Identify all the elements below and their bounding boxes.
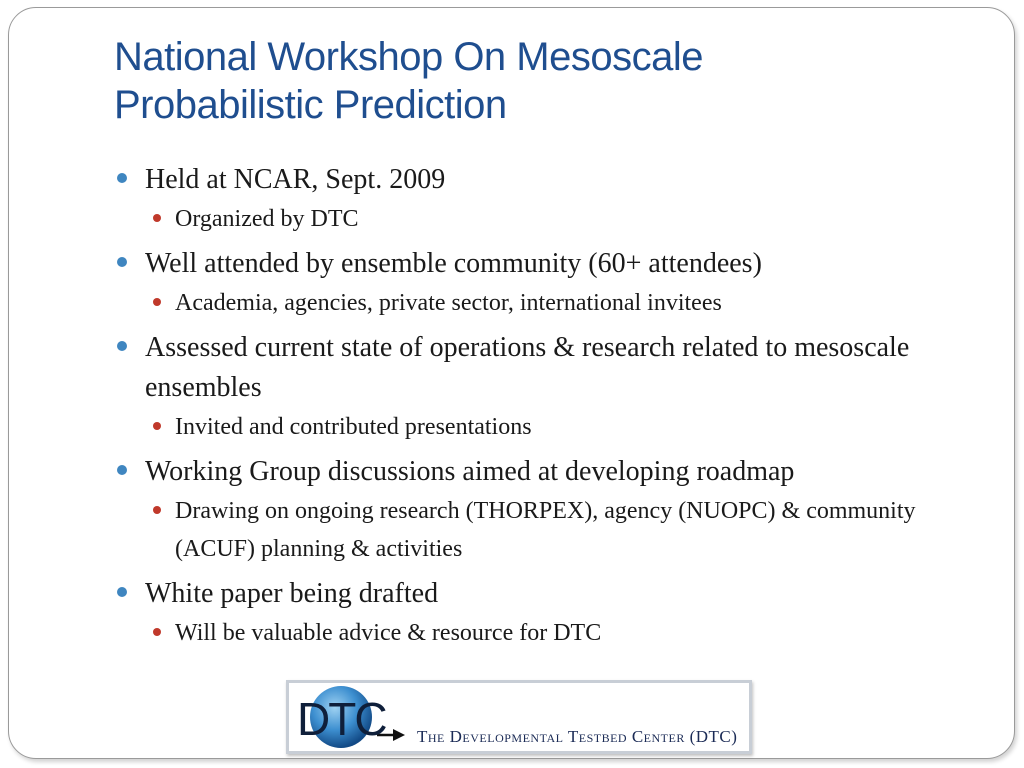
sub-bullet-item — [115, 614, 975, 652]
bullet-text: White paper being drafted — [145, 578, 439, 609]
bullet-item — [115, 574, 975, 614]
sub-bullet-item — [115, 492, 975, 568]
sub-bullet-item — [115, 200, 975, 238]
sub-bullet-item — [115, 408, 975, 446]
bullet-dot-icon — [117, 341, 127, 351]
sub-bullet-dot-icon — [153, 506, 161, 514]
bullet-item — [115, 452, 975, 492]
bullet-text: Held at NCAR, Sept. 2009 — [145, 164, 446, 195]
bullet-text: Well attended by ensemble community (60+ attendees) — [145, 248, 762, 279]
bullet-item — [115, 328, 975, 408]
bullet-item — [115, 160, 975, 200]
sub-bullet-dot-icon — [153, 298, 161, 306]
sub-bullet-text: Will be valuable advice & resource for DTC — [175, 620, 602, 646]
dtc-logo-banner — [286, 680, 752, 754]
sub-bullet-text: Academia, agencies, private sector, international invitees — [175, 290, 722, 316]
bullet-dot-icon — [117, 587, 127, 597]
sub-bullet-text: Drawing on ongoing research (THORPEX), agency (NUOPC) & community (ACUF) planning & activities — [175, 498, 916, 562]
logo-mark: DTC — [297, 693, 386, 745]
sub-bullet-dot-icon — [153, 422, 161, 430]
bullet-text: Working Group discussions aimed at developing roadmap — [145, 456, 795, 487]
bullet-dot-icon — [117, 257, 127, 267]
bullet-item — [115, 244, 975, 284]
sub-bullet-dot-icon — [153, 214, 161, 222]
sub-bullet-text: Invited and contributed presentations — [175, 414, 532, 440]
bullet-list — [115, 160, 975, 652]
title-line-1: National Workshop On Mesoscale — [114, 35, 703, 79]
sub-bullet-item — [115, 284, 975, 322]
sub-bullet-dot-icon — [153, 628, 161, 636]
sub-bullet-text: Organized by DTC — [175, 206, 359, 232]
slide-title — [114, 33, 974, 129]
title-line-2: Probabilistic Prediction — [114, 83, 507, 127]
bullet-dot-icon — [117, 465, 127, 475]
bullet-dot-icon — [117, 173, 127, 183]
bullet-text: Assessed current state of operations & research related to mesoscale ensembles — [145, 332, 910, 403]
logo-caption: The Developmental Testbed Center (DTC) — [417, 727, 738, 746]
